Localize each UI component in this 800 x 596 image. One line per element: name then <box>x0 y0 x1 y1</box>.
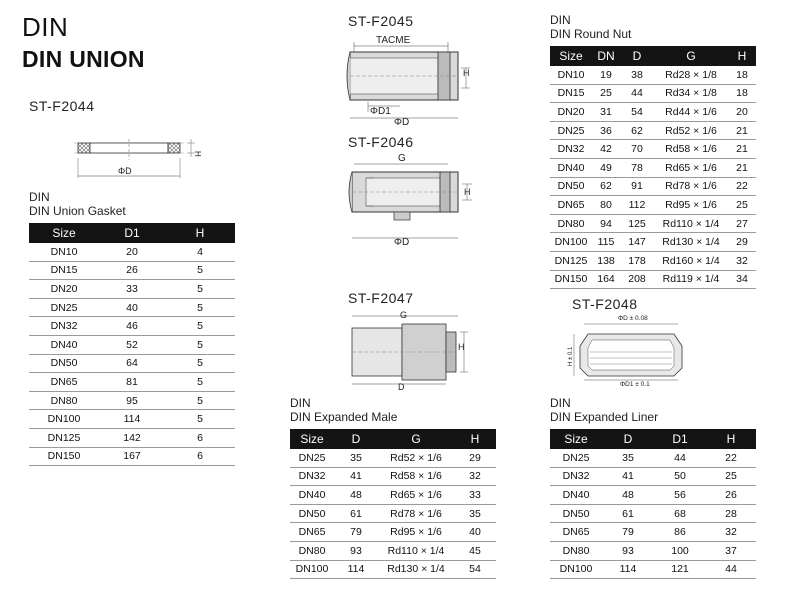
col-header: H <box>706 429 756 449</box>
table-row <box>550 84 756 103</box>
table-cell: 4 <box>165 243 235 261</box>
table-row <box>29 280 235 299</box>
table-row <box>29 373 235 392</box>
table-cell: DN20 <box>29 280 99 299</box>
table-cell: 64 <box>99 354 165 373</box>
table-cell: Rd78 × 1/6 <box>654 177 728 196</box>
table-cell: 27 <box>728 214 756 233</box>
table-row <box>29 410 235 429</box>
table-row <box>29 447 235 466</box>
table-cell: 5 <box>165 335 235 354</box>
table-cell: 114 <box>99 410 165 429</box>
table-cell: DN20 <box>550 103 592 122</box>
gasket-caption-line1: DIN <box>29 190 50 204</box>
f2048-h-label: H ± 0.1 <box>568 346 574 366</box>
table-cell: 44 <box>620 84 654 103</box>
gasket-d-label: ΦD <box>118 166 132 176</box>
table-cell: DN150 <box>550 270 592 289</box>
table-cell: 79 <box>334 523 378 542</box>
table-cell: DN40 <box>290 486 334 505</box>
table-cell: DN65 <box>550 523 602 542</box>
page-subtitle: DIN UNION <box>22 46 145 72</box>
table-cell: 41 <box>334 467 378 486</box>
table-cell: 22 <box>706 449 756 467</box>
table-cell: DN10 <box>550 66 592 84</box>
table-row <box>29 317 235 336</box>
table-row <box>29 261 235 280</box>
table-cell: Rd34 × 1/8 <box>654 84 728 103</box>
table-cell: 5 <box>165 391 235 410</box>
f2048-top-label: ΦD ± 0.08 <box>618 315 648 322</box>
col-header: H <box>454 429 496 449</box>
table-row <box>550 449 756 467</box>
table-row <box>290 541 496 560</box>
table-cell: 52 <box>99 335 165 354</box>
table-cell: Rd44 × 1/6 <box>654 103 728 122</box>
table-row <box>550 486 756 505</box>
table-cell: 167 <box>99 447 165 466</box>
table-cell: 114 <box>334 560 378 579</box>
col-header: G <box>654 46 728 66</box>
table-cell: DN32 <box>29 317 99 336</box>
table-row <box>29 354 235 373</box>
table-cell: 35 <box>602 449 654 467</box>
table-cell: 21 <box>728 158 756 177</box>
table-cell: 86 <box>654 523 706 542</box>
gasket-drawing <box>70 136 200 186</box>
table-row <box>550 177 756 196</box>
f2045-h-label: H <box>463 68 470 78</box>
table-cell: Rd95 × 1/6 <box>654 196 728 215</box>
table-cell: DN80 <box>29 391 99 410</box>
table-cell: 22 <box>728 177 756 196</box>
table-cell: Rd65 × 1/6 <box>378 486 454 505</box>
table-cell: 29 <box>454 449 496 467</box>
table-row <box>550 541 756 560</box>
table-cell: 5 <box>165 373 235 392</box>
table-row <box>550 504 756 523</box>
table-cell: DN50 <box>550 177 592 196</box>
table-cell: 114 <box>602 560 654 579</box>
table-cell: 121 <box>654 560 706 579</box>
col-header: Size <box>29 223 99 243</box>
f2047-d-label: D <box>398 382 405 392</box>
f2046-g-label: G <box>398 153 406 164</box>
table-row <box>29 298 235 317</box>
table-cell: DN40 <box>550 158 592 177</box>
table-row <box>550 158 756 177</box>
table-cell: 28 <box>706 504 756 523</box>
table-cell: Rd130 × 1/4 <box>378 560 454 579</box>
table-cell: 5 <box>165 410 235 429</box>
table-cell: DN15 <box>550 84 592 103</box>
table-cell: 18 <box>728 84 756 103</box>
table-cell: Rd52 × 1/6 <box>378 449 454 467</box>
table-cell: 61 <box>334 504 378 523</box>
table-cell: 49 <box>592 158 620 177</box>
table-cell: 61 <box>602 504 654 523</box>
f2045-d-label: ΦD <box>394 117 410 128</box>
table-row <box>290 449 496 467</box>
table-cell: DN40 <box>29 335 99 354</box>
table-cell: 178 <box>620 251 654 270</box>
table-cell: 6 <box>165 428 235 447</box>
table-cell: 80 <box>592 196 620 215</box>
table-cell: Rd65 × 1/6 <box>654 158 728 177</box>
table-row <box>29 335 235 354</box>
table-row <box>29 391 235 410</box>
table-cell: 62 <box>592 177 620 196</box>
table-cell: 32 <box>454 467 496 486</box>
table-row <box>550 214 756 233</box>
f2045-top-label: TACME <box>376 35 411 46</box>
f2045-drawing <box>340 32 490 126</box>
col-header: D <box>602 429 654 449</box>
table-cell: DN50 <box>29 354 99 373</box>
table-cell: 45 <box>454 541 496 560</box>
table-cell: 54 <box>454 560 496 579</box>
gasket-caption-line2: DIN Union Gasket <box>29 204 126 218</box>
table-cell: Rd160 × 1/4 <box>654 251 728 270</box>
table-cell: 94 <box>592 214 620 233</box>
table-cell: 50 <box>654 467 706 486</box>
table-cell: 20 <box>728 103 756 122</box>
col-header: Size <box>550 429 602 449</box>
gasket-table-header <box>29 223 235 243</box>
table-row <box>550 233 756 252</box>
table-cell: 142 <box>99 428 165 447</box>
table-cell: 147 <box>620 233 654 252</box>
round-nut-caption-line1: DIN <box>550 13 571 27</box>
table-cell: DN25 <box>550 121 592 140</box>
gasket-code: ST-F2044 <box>29 98 95 114</box>
table-cell: 48 <box>602 486 654 505</box>
table-cell: 46 <box>99 317 165 336</box>
table-cell: 5 <box>165 280 235 299</box>
table-cell: 21 <box>728 121 756 140</box>
table-cell: Rd110 × 1/4 <box>378 541 454 560</box>
table-cell: 44 <box>654 449 706 467</box>
table-cell: 100 <box>654 541 706 560</box>
table-cell: 33 <box>454 486 496 505</box>
table-cell: 33 <box>99 280 165 299</box>
round-nut-caption-line2: DIN Round Nut <box>550 27 632 41</box>
table-cell: 37 <box>706 541 756 560</box>
table-row <box>550 467 756 486</box>
table-cell: DN65 <box>290 523 334 542</box>
table-cell: Rd130 × 1/4 <box>654 233 728 252</box>
table-cell: 19 <box>592 66 620 84</box>
table-cell: 115 <box>592 233 620 252</box>
table-row <box>550 66 756 84</box>
table-cell: DN80 <box>550 214 592 233</box>
col-header: D1 <box>654 429 706 449</box>
table-cell: 31 <box>592 103 620 122</box>
round-nut-table <box>550 46 756 289</box>
col-header: Size <box>290 429 334 449</box>
f2047-code: ST-F2047 <box>348 290 414 306</box>
col-header: DN <box>592 46 620 66</box>
table-cell: Rd78 × 1/6 <box>378 504 454 523</box>
table-cell: 70 <box>620 140 654 159</box>
f2046-h-label: H <box>464 187 471 197</box>
table-cell: DN100 <box>29 410 99 429</box>
table-cell: 112 <box>620 196 654 215</box>
table-row <box>290 486 496 505</box>
table-cell: DN32 <box>290 467 334 486</box>
expanded-liner-table <box>550 429 756 579</box>
table-row <box>550 270 756 289</box>
table-row <box>290 560 496 579</box>
table-cell: 93 <box>334 541 378 560</box>
col-header: Size <box>550 46 592 66</box>
table-row <box>550 523 756 542</box>
table-cell: 36 <box>592 121 620 140</box>
table-row <box>550 251 756 270</box>
table-cell: 62 <box>620 121 654 140</box>
table-cell: DN100 <box>550 233 592 252</box>
table-cell: 68 <box>654 504 706 523</box>
table-cell: 32 <box>706 523 756 542</box>
table-row <box>550 140 756 159</box>
f2048-bottom-label: ΦD1 ± 0.1 <box>620 381 650 388</box>
table-row <box>550 121 756 140</box>
table-cell: DN40 <box>550 486 602 505</box>
table-row <box>290 467 496 486</box>
f2047-h-label: H <box>458 342 465 352</box>
table-cell: 34 <box>728 270 756 289</box>
expanded-male-caption-line2: DIN Expanded Male <box>290 410 398 424</box>
f2046-d-label: ΦD <box>394 237 410 248</box>
expanded-male-table <box>290 429 496 579</box>
f2046-drawing <box>340 150 490 250</box>
col-header: D1 <box>99 223 165 243</box>
expanded-liner-caption-line1: DIN <box>550 396 571 410</box>
table-cell: Rd95 × 1/6 <box>378 523 454 542</box>
table-cell: Rd58 × 1/6 <box>654 140 728 159</box>
table-cell: 5 <box>165 298 235 317</box>
gasket-table <box>29 223 235 466</box>
col-header: H <box>728 46 756 66</box>
table-cell: DN25 <box>290 449 334 467</box>
table-cell: DN100 <box>290 560 334 579</box>
page-title: DIN <box>22 12 69 42</box>
f2047-g-label: G <box>400 310 408 320</box>
table-cell: DN32 <box>550 140 592 159</box>
f2048-code: ST-F2048 <box>572 296 638 312</box>
table-cell: 42 <box>592 140 620 159</box>
table-cell: 81 <box>99 373 165 392</box>
table-cell: 93 <box>602 541 654 560</box>
table-cell: Rd58 × 1/6 <box>378 467 454 486</box>
table-row <box>29 243 235 261</box>
table-cell: 44 <box>706 560 756 579</box>
table-cell: 41 <box>602 467 654 486</box>
f2045-d1-label: ΦD1 <box>370 106 391 117</box>
table-cell: 40 <box>99 298 165 317</box>
table-row <box>290 504 496 523</box>
col-header: G <box>378 429 454 449</box>
col-header: D <box>334 429 378 449</box>
round-nut-table-header <box>550 46 756 66</box>
expanded-male-table-header <box>290 429 496 449</box>
table-cell: DN125 <box>550 251 592 270</box>
table-cell: DN150 <box>29 447 99 466</box>
table-cell: 26 <box>706 486 756 505</box>
expanded-male-caption-line1: DIN <box>290 396 311 410</box>
table-cell: 208 <box>620 270 654 289</box>
table-cell: 164 <box>592 270 620 289</box>
table-cell: 5 <box>165 317 235 336</box>
table-cell: DN50 <box>290 504 334 523</box>
table-cell: DN80 <box>290 541 334 560</box>
table-cell: DN65 <box>29 373 99 392</box>
table-cell: DN15 <box>29 261 99 280</box>
f2045-code: ST-F2045 <box>348 13 414 29</box>
table-cell: 25 <box>592 84 620 103</box>
table-cell: DN100 <box>550 560 602 579</box>
table-cell: DN25 <box>550 449 602 467</box>
table-cell: DN125 <box>29 428 99 447</box>
table-cell: 79 <box>602 523 654 542</box>
table-cell: Rd119 × 1/4 <box>654 270 728 289</box>
table-cell: 20 <box>99 243 165 261</box>
f2046-code: ST-F2046 <box>348 134 414 150</box>
table-cell: 5 <box>165 261 235 280</box>
table-cell: 18 <box>728 66 756 84</box>
expanded-liner-caption-line2: DIN Expanded Liner <box>550 410 659 424</box>
table-cell: DN65 <box>550 196 592 215</box>
table-cell: 35 <box>334 449 378 467</box>
col-header: D <box>620 46 654 66</box>
table-cell: Rd28 × 1/8 <box>654 66 728 84</box>
table-row <box>290 523 496 542</box>
table-cell: 32 <box>728 251 756 270</box>
table-cell: 29 <box>728 233 756 252</box>
table-cell: 48 <box>334 486 378 505</box>
table-cell: 26 <box>99 261 165 280</box>
table-cell: 21 <box>728 140 756 159</box>
table-cell: 40 <box>454 523 496 542</box>
table-cell: DN32 <box>550 467 602 486</box>
table-cell: 54 <box>620 103 654 122</box>
table-cell: 138 <box>592 251 620 270</box>
table-cell: DN50 <box>550 504 602 523</box>
table-row <box>550 196 756 215</box>
table-cell: Rd52 × 1/6 <box>654 121 728 140</box>
table-cell: 95 <box>99 391 165 410</box>
table-cell: Rd110 × 1/4 <box>654 214 728 233</box>
table-row <box>550 103 756 122</box>
table-cell: 56 <box>654 486 706 505</box>
table-cell: 78 <box>620 158 654 177</box>
table-row <box>29 428 235 447</box>
table-cell: 91 <box>620 177 654 196</box>
table-cell: 6 <box>165 447 235 466</box>
table-cell: DN25 <box>29 298 99 317</box>
gasket-h-label: H <box>193 151 202 157</box>
table-cell: DN10 <box>29 243 99 261</box>
table-cell: 25 <box>706 467 756 486</box>
table-cell: DN80 <box>550 541 602 560</box>
table-row <box>550 560 756 579</box>
f2047-drawing <box>340 310 480 392</box>
table-cell: 25 <box>728 196 756 215</box>
table-cell: 125 <box>620 214 654 233</box>
table-cell: 38 <box>620 66 654 84</box>
expanded-liner-table-header <box>550 429 756 449</box>
table-cell: 5 <box>165 354 235 373</box>
table-cell: 35 <box>454 504 496 523</box>
col-header: H <box>165 223 235 243</box>
f2048-drawing <box>568 312 692 386</box>
